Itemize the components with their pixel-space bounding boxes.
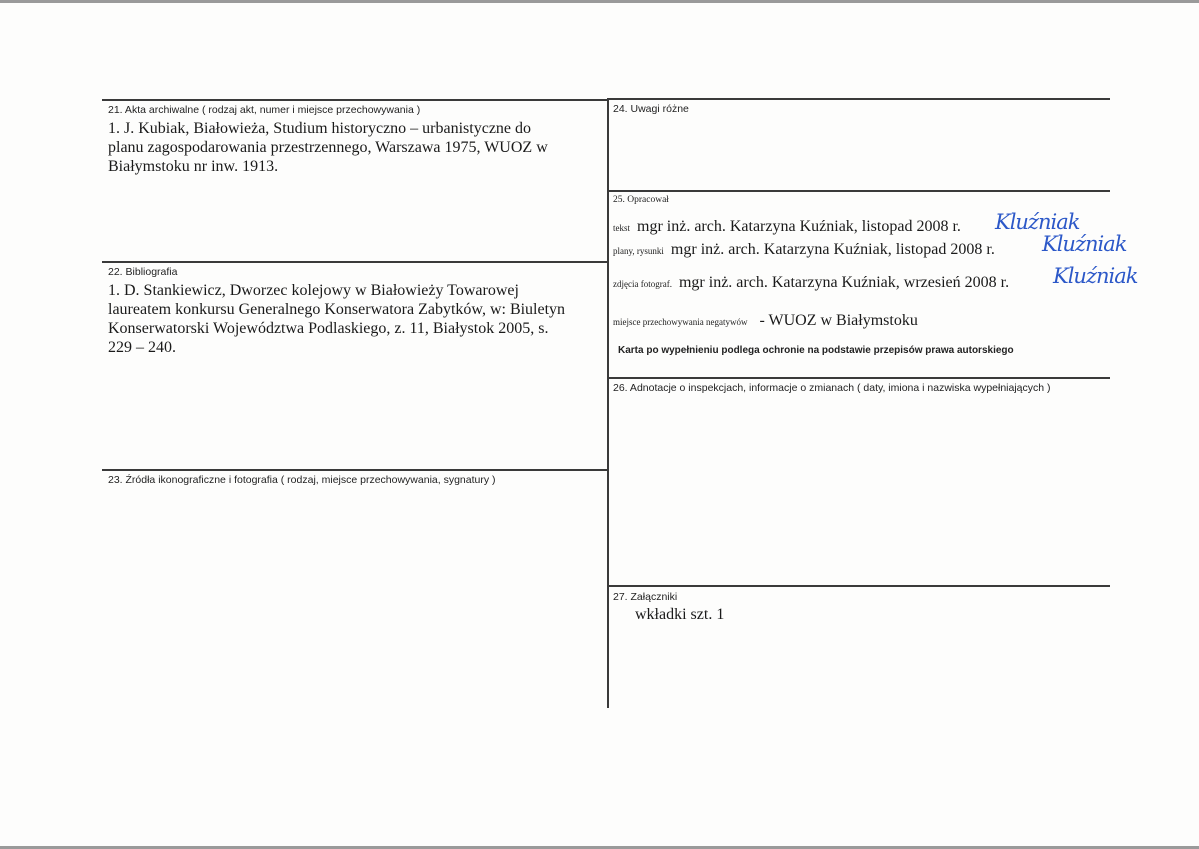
section-22-line-2: laureatem konkursu Generalnego Konserwatora Zabytków, w: Biuletyn — [108, 301, 566, 318]
author-row-text-value: mgr inż. arch. Katarzyna Kuźniak, listopad 2008 r. — [637, 218, 961, 235]
section-21-line-1: 1. J. Kubiak, Białowieża, Studium historyczno – urbanistyczne do — [108, 120, 532, 137]
copyright-notice: Karta po wypełnieniu podlega ochronie na podstawie przepisów prawa autorskiego — [618, 345, 1014, 356]
section-27-value: wkładki szt. 1 — [635, 606, 725, 623]
author-row-photos — [613, 274, 1009, 292]
section-24-label: 24. Uwagi różne — [613, 103, 689, 115]
rule-s23-top — [102, 469, 608, 471]
section-23-label: 23. Źródła ikonograficzne i fotografia ( rodzaj, miejsce przechowywania, sygnatury ) — [108, 474, 496, 486]
author-row-photos-prefix: zdjęcia fotograf. — [613, 279, 672, 289]
section-21-line-2: planu zagospodarowania przestrzennego, Warszawa 1975, WUOZ w — [108, 139, 548, 156]
signature-row-3: Kluźniak — [1053, 264, 1138, 288]
rule-top-right — [608, 98, 1110, 100]
rule-s25-top — [608, 190, 1110, 192]
rule-s22-top — [102, 261, 608, 263]
rule-s26-top — [608, 377, 1110, 379]
negatives-value: - WUOZ w Białymstoku — [759, 312, 918, 329]
section-26-label: 26. Adnotacje o inspekcjach, informacje o zmianach ( daty, imiona i nazwiska wypełniających ) — [613, 382, 1051, 394]
signature-row-1: Kluźniak — [995, 210, 1080, 234]
section-21-text — [108, 119, 603, 176]
rule-s27-top — [608, 585, 1110, 587]
rule-top-left — [102, 99, 608, 101]
negatives-row — [613, 312, 918, 330]
author-row-text — [613, 218, 961, 236]
section-22-label: 22. Bibliografia — [108, 266, 178, 278]
section-22-line-4: 229 – 240. — [108, 339, 176, 356]
author-row-plans-value: mgr inż. arch. Katarzyna Kuźniak, listopad 2008 r. — [670, 241, 995, 258]
author-row-plans-prefix: plany, rysunki — [613, 246, 664, 256]
section-21-line-3: Białymstoku nr inw. 1913. — [108, 158, 279, 175]
negatives-prefix: miejsce przechowywania negatywów — [613, 317, 748, 327]
section-25-label: 25. Opracował — [613, 195, 669, 205]
scan-top-edge — [0, 0, 1199, 3]
author-row-text-prefix: tekst — [613, 223, 630, 233]
section-21-label: 21. Akta archiwalne ( rodzaj akt, numer i miejsce przechowywania ) — [108, 104, 421, 116]
signature-row-2: Kluźniak — [1042, 232, 1127, 256]
section-22-line-1: 1. D. Stankiewicz, Dworzec kolejowy w Białowieży Towarowej — [108, 282, 519, 299]
author-row-photos-value: mgr inż. arch. Katarzyna Kuźniak, wrzesień 2008 r. — [678, 274, 1010, 291]
author-row-plans — [613, 241, 995, 259]
section-27-label: 27. Załączniki — [613, 591, 678, 603]
section-22-text — [108, 281, 603, 357]
section-22-line-3: Konserwatorski Województwa Podlaskiego, z. 11, Białystok 2005, s. — [108, 320, 549, 337]
